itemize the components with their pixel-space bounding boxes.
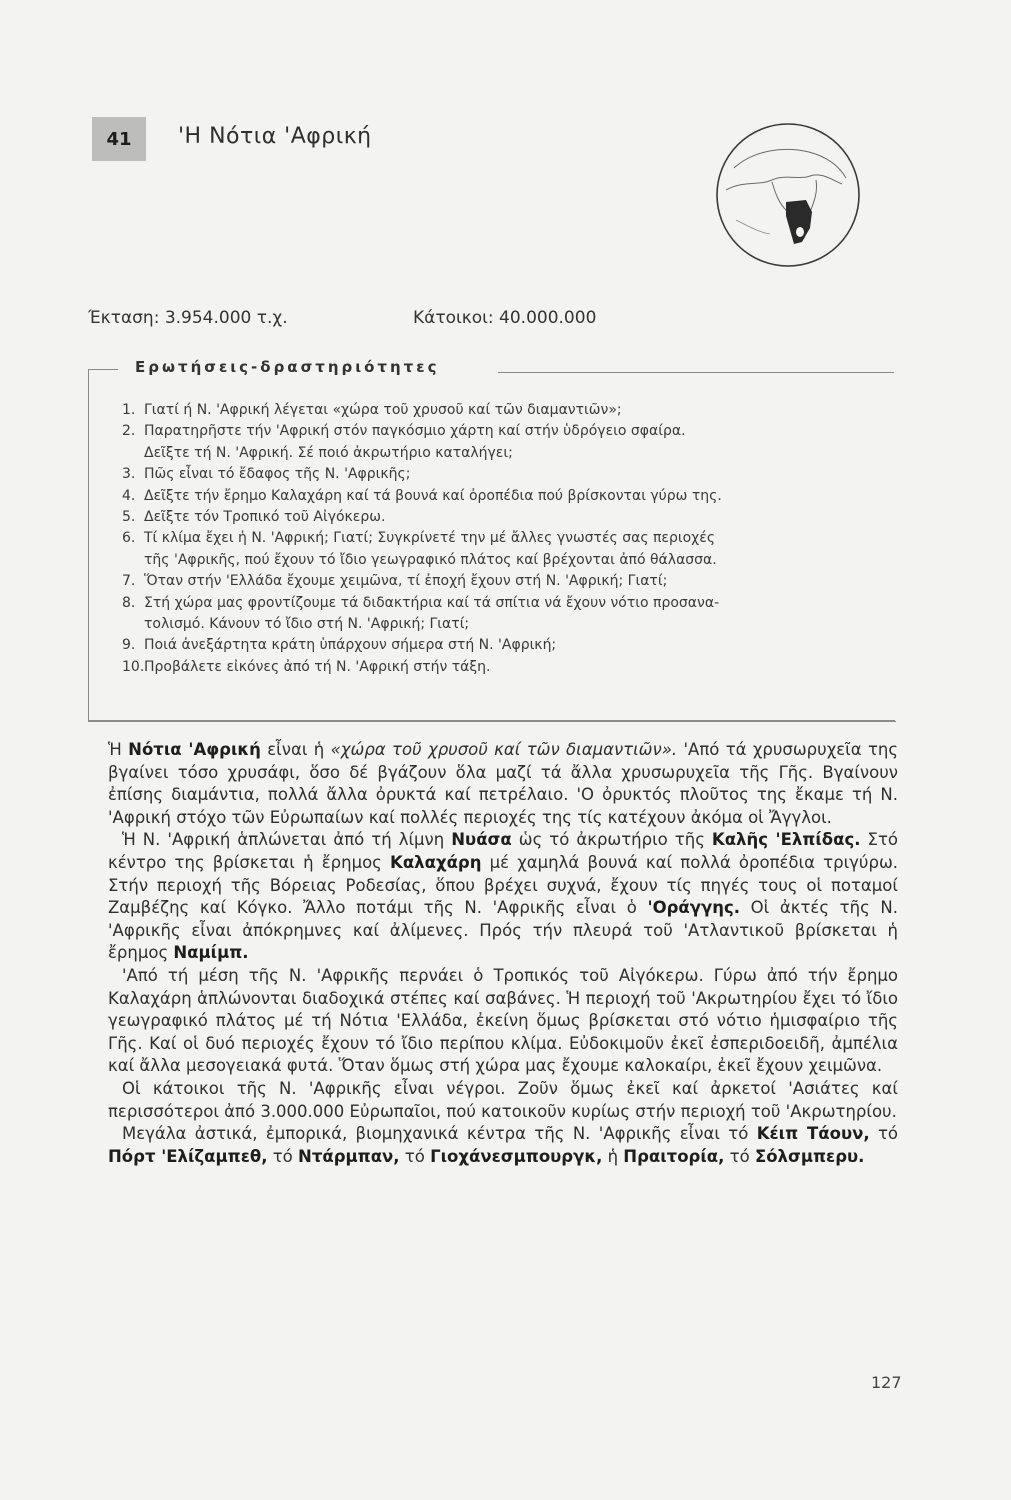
- question-item: [122, 507, 892, 528]
- body-paragraph-2: [108, 829, 898, 965]
- term-kalahari: Καλαχάρη: [390, 852, 482, 872]
- question-text: Γιατί ή Ν. 'Αφρική λέγεται «χώρα τοῦ χρυσοῦ καί τῶν διαμαντιῶν»;: [144, 402, 622, 418]
- term-cape-town: Κέιπ Τάουν,: [756, 1124, 870, 1144]
- body-text-run: τό: [399, 1146, 431, 1166]
- population-stat: Κάτοικοι: 40.000.000: [413, 308, 597, 328]
- body-text-run: τό: [267, 1146, 299, 1166]
- term-pretoria: Πραιτορία,: [623, 1146, 725, 1166]
- globe-map-icon: [714, 120, 862, 270]
- term-salisbury: Σόλσμπερυ.: [754, 1146, 865, 1166]
- question-text: Ὅταν στήν 'Ελλάδα ἔχουμε χειμῶνα, τί ἐποχή ἔχουν στή Ν. 'Αφρική; Γιατί;: [144, 573, 668, 590]
- question-text: Πῶς εἶναι τό ἔδαφος τῆς Ν. 'Αφρικῆς;: [144, 466, 411, 483]
- question-text-cont: τολισμό. Κάνουν τό ἴδιο στή Ν. 'Αφρική; Γιατί;: [144, 616, 470, 633]
- body-paragraph-1: [108, 739, 898, 829]
- question-text: Στή χώρα μας φροντίζουμε τά διδακτήρια καί τά σπίτια νά ἔχουν νότιο προσανα-: [144, 594, 720, 611]
- body-text-run: Ἡ: [108, 740, 129, 759]
- body-text-run: Στό κέντρο της βρίσκεται ἡ ἔρημος: [108, 830, 898, 872]
- questions-list: [122, 400, 892, 678]
- body-text-run: τό: [724, 1146, 755, 1166]
- question-text: Δεῖξτε τήν ἔρημο Καλαχάρη καί τά βουνά καί ὀροπέδια πού βρίσκονται γύρω της.: [144, 487, 722, 504]
- body-paragraph-5: [108, 1123, 898, 1168]
- body-text-run: ἡ: [602, 1146, 624, 1166]
- lesson-number: 41: [92, 117, 146, 161]
- question-text: Δεῖξτε τόν Τροπικό τοῦ Αἰγόκερω.: [144, 509, 386, 526]
- term-good-hope: Καλῆς 'Ελπίδας.: [711, 830, 861, 850]
- question-number: 2.: [122, 423, 136, 440]
- question-text: Ποιά ἀνεξάρτητα κράτη ὑπάρχουν σήμερα στή Ν. 'Αφρική;: [144, 637, 557, 654]
- question-item: [122, 593, 892, 636]
- question-text-cont: τῆς 'Αφρικῆς, πού ἔχουν τό ἴδιο γεωγραφικό πλάτος καί βρέχονται ἀπό θάλασσα.: [144, 551, 717, 568]
- page-number: 127: [871, 1373, 902, 1392]
- term-johannesburg: Γιοχάνεσμπουργκ,: [430, 1146, 603, 1166]
- term-orange: 'Οράγγης.: [647, 898, 741, 918]
- body-paragraph-4: Οἱ κάτοικοι τῆς Ν. 'Αφρικῆς εἶναι νέγροι. Ζοῦν ὅμως ἐκεῖ καί ἀρκετοί 'Ασιάτες καί περισσότεροι ἀπό 3.000.000 Εὐρωπαῖοι, πού κατοικοῦν κυρίως στήν περιοχή τοῦ 'Ακρωτηρίου.: [108, 1078, 898, 1121]
- body-text-run: Ἡ Ν. 'Αφρική ἁπλώνεται ἀπό τή λίμνη: [122, 830, 452, 850]
- lesson-title: 'Η Νότια 'Αφρική: [178, 124, 372, 149]
- question-number: 9.: [122, 637, 136, 654]
- area-stat: Έκταση: 3.954.000 τ.χ.: [88, 308, 288, 328]
- question-item: [122, 528, 892, 571]
- questions-heading: Ερωτήσεις-δραστηριότητες: [135, 358, 440, 376]
- term-south-africa: Νότια 'Αφρική: [128, 740, 261, 759]
- term-port-elizabeth: Πόρτ 'Ελίζαμπεθ,: [108, 1146, 268, 1166]
- question-number: 10.: [122, 658, 145, 675]
- body-text-run: ὡς τό ἀκρωτήριο τῆς: [511, 830, 712, 850]
- question-item: [122, 657, 892, 678]
- question-text-cont: Δεῖξτε τή Ν. 'Αφρική. Σέ ποιό ἀκρωτήριο καταλήγει;: [144, 444, 513, 461]
- question-item: [122, 464, 892, 485]
- question-text: Τί κλίμα ἔχει ἡ Ν. 'Αφρική; Γιατί; Συγκρίνετέ την μέ ἄλλες γνωστές σας περιοχές: [144, 530, 716, 547]
- question-number: 7.: [122, 573, 136, 590]
- question-item: [122, 635, 892, 656]
- question-item: [122, 400, 892, 421]
- body-paragraph-3: 'Από τή μέση τῆς Ν. 'Αφρικῆς περνάει ὁ Τροπικός τοῦ Αἰγόκερω. Γύρω ἀπό τήν ἔρημο Καλαχάρη ἁπλώνονται διαδοχικά στέπες καί σαβάνες. Ἡ περιοχή τοῦ 'Ακρωτηρίου ἔχει τό ἴδιο γεωγραφικό πλάτος μέ τή Νότια 'Ελλάδα, ἐκείνη ὅμως βρίσκεται στό νότιο ἡμισφαίριο τῆς Γῆς. Καί οἱ δυό περιοχές ἔχουν τό ἴδιο περίπου κλίμα. Εὐδοκιμοῦν ἐκεῖ ἐσπεριδοειδῆ, ἀμπέλια καί ἄλλα μεσογειακά φυτά. Ὅταν ὅμως στή χώρα μας ἔχουμε καλοκαίρι, ἐκεῖ ἔχουν χειμῶνα.: [108, 965, 898, 1076]
- term-durban: Ντάρμπαν,: [298, 1146, 400, 1166]
- box-border-bottom: [88, 721, 896, 722]
- question-text: Προβάλετε εἰκόνες ἀπό τή Ν. 'Αφρική στήν τάξη.: [144, 658, 491, 675]
- question-number: 1.: [122, 402, 136, 418]
- body-text-run: Οἱ ἀκτές τῆς Ν. 'Αφρικῆς εἶναι ἀπόκρημνες καί ἀλίμενες. Πρός τήν πλευρά τοῦ 'Ατλαντικοῦ βρίσκεται ἡ ἔρημος: [108, 898, 899, 963]
- question-number: 4.: [122, 487, 136, 504]
- body-text-run: τό: [869, 1124, 898, 1144]
- question-item: [122, 421, 892, 464]
- body-text-run: Μεγάλα ἀστικά, ἐμπορικά, βιομηχανικά κέντρα τῆς Ν. 'Αφρικῆς εἶναι τό: [122, 1124, 757, 1144]
- term-namib: Ναμίμπ.: [173, 943, 249, 963]
- lesson-body: [108, 739, 898, 1168]
- quoted-phrase: «χώρα τοῦ χρυσοῦ καί τῶν διαμαντιῶν».: [330, 740, 678, 759]
- question-number: 8.: [122, 594, 136, 611]
- body-text-run: μέ χαμηλά βουνά καί πολλά ὀροπέδια τριγύρω. Στήν περιοχή τῆς Βόρειας Ροδεσίας, ὅπου βρέχει συχνά, ἔχουν τίς πηγές τους οἱ ποταμοί Ζαμβέζης καί Κόγκο. Ἄλλο ποτάμι τῆς Ν. 'Αφρικῆς εἶναι ὁ: [108, 852, 899, 918]
- question-number: 6.: [122, 530, 136, 547]
- term-nyasa: Νυάσα: [451, 830, 512, 850]
- body-text-run: 'Από τά χρυσωρυχεῖα της βγαίνει τόσο χρυσάφι, ὅσο δέ βγάζουν ὅλα μαζί τά ἄλλα χρυσωρυχεῖα τῆς Γῆς. Βγαίνουν ἐπίσης διαμάντια, πολλά ἄλλα ὀρυκτά καί πετρέλαιο. 'Ο ὀρυκτός πλοῦτος της ἔκαμε τή Ν. 'Αφρική στόχο τῶν Εὐρωπαίων καί πολλές περιοχές της τίς κατέχουν ἀκόμα οἱ Ἄγγλοι.: [108, 740, 899, 827]
- question-item: [122, 486, 892, 507]
- body-text-run: εἶναι ἡ: [260, 740, 331, 759]
- question-text: Παρατηρῆστε τήν 'Αφρική στόν παγκόσμιο χάρτη καί στήν ὑδρόγειο σφαίρα.: [144, 423, 686, 440]
- question-number: 5.: [122, 509, 136, 526]
- question-item: [122, 571, 892, 592]
- question-number: 3.: [122, 466, 136, 483]
